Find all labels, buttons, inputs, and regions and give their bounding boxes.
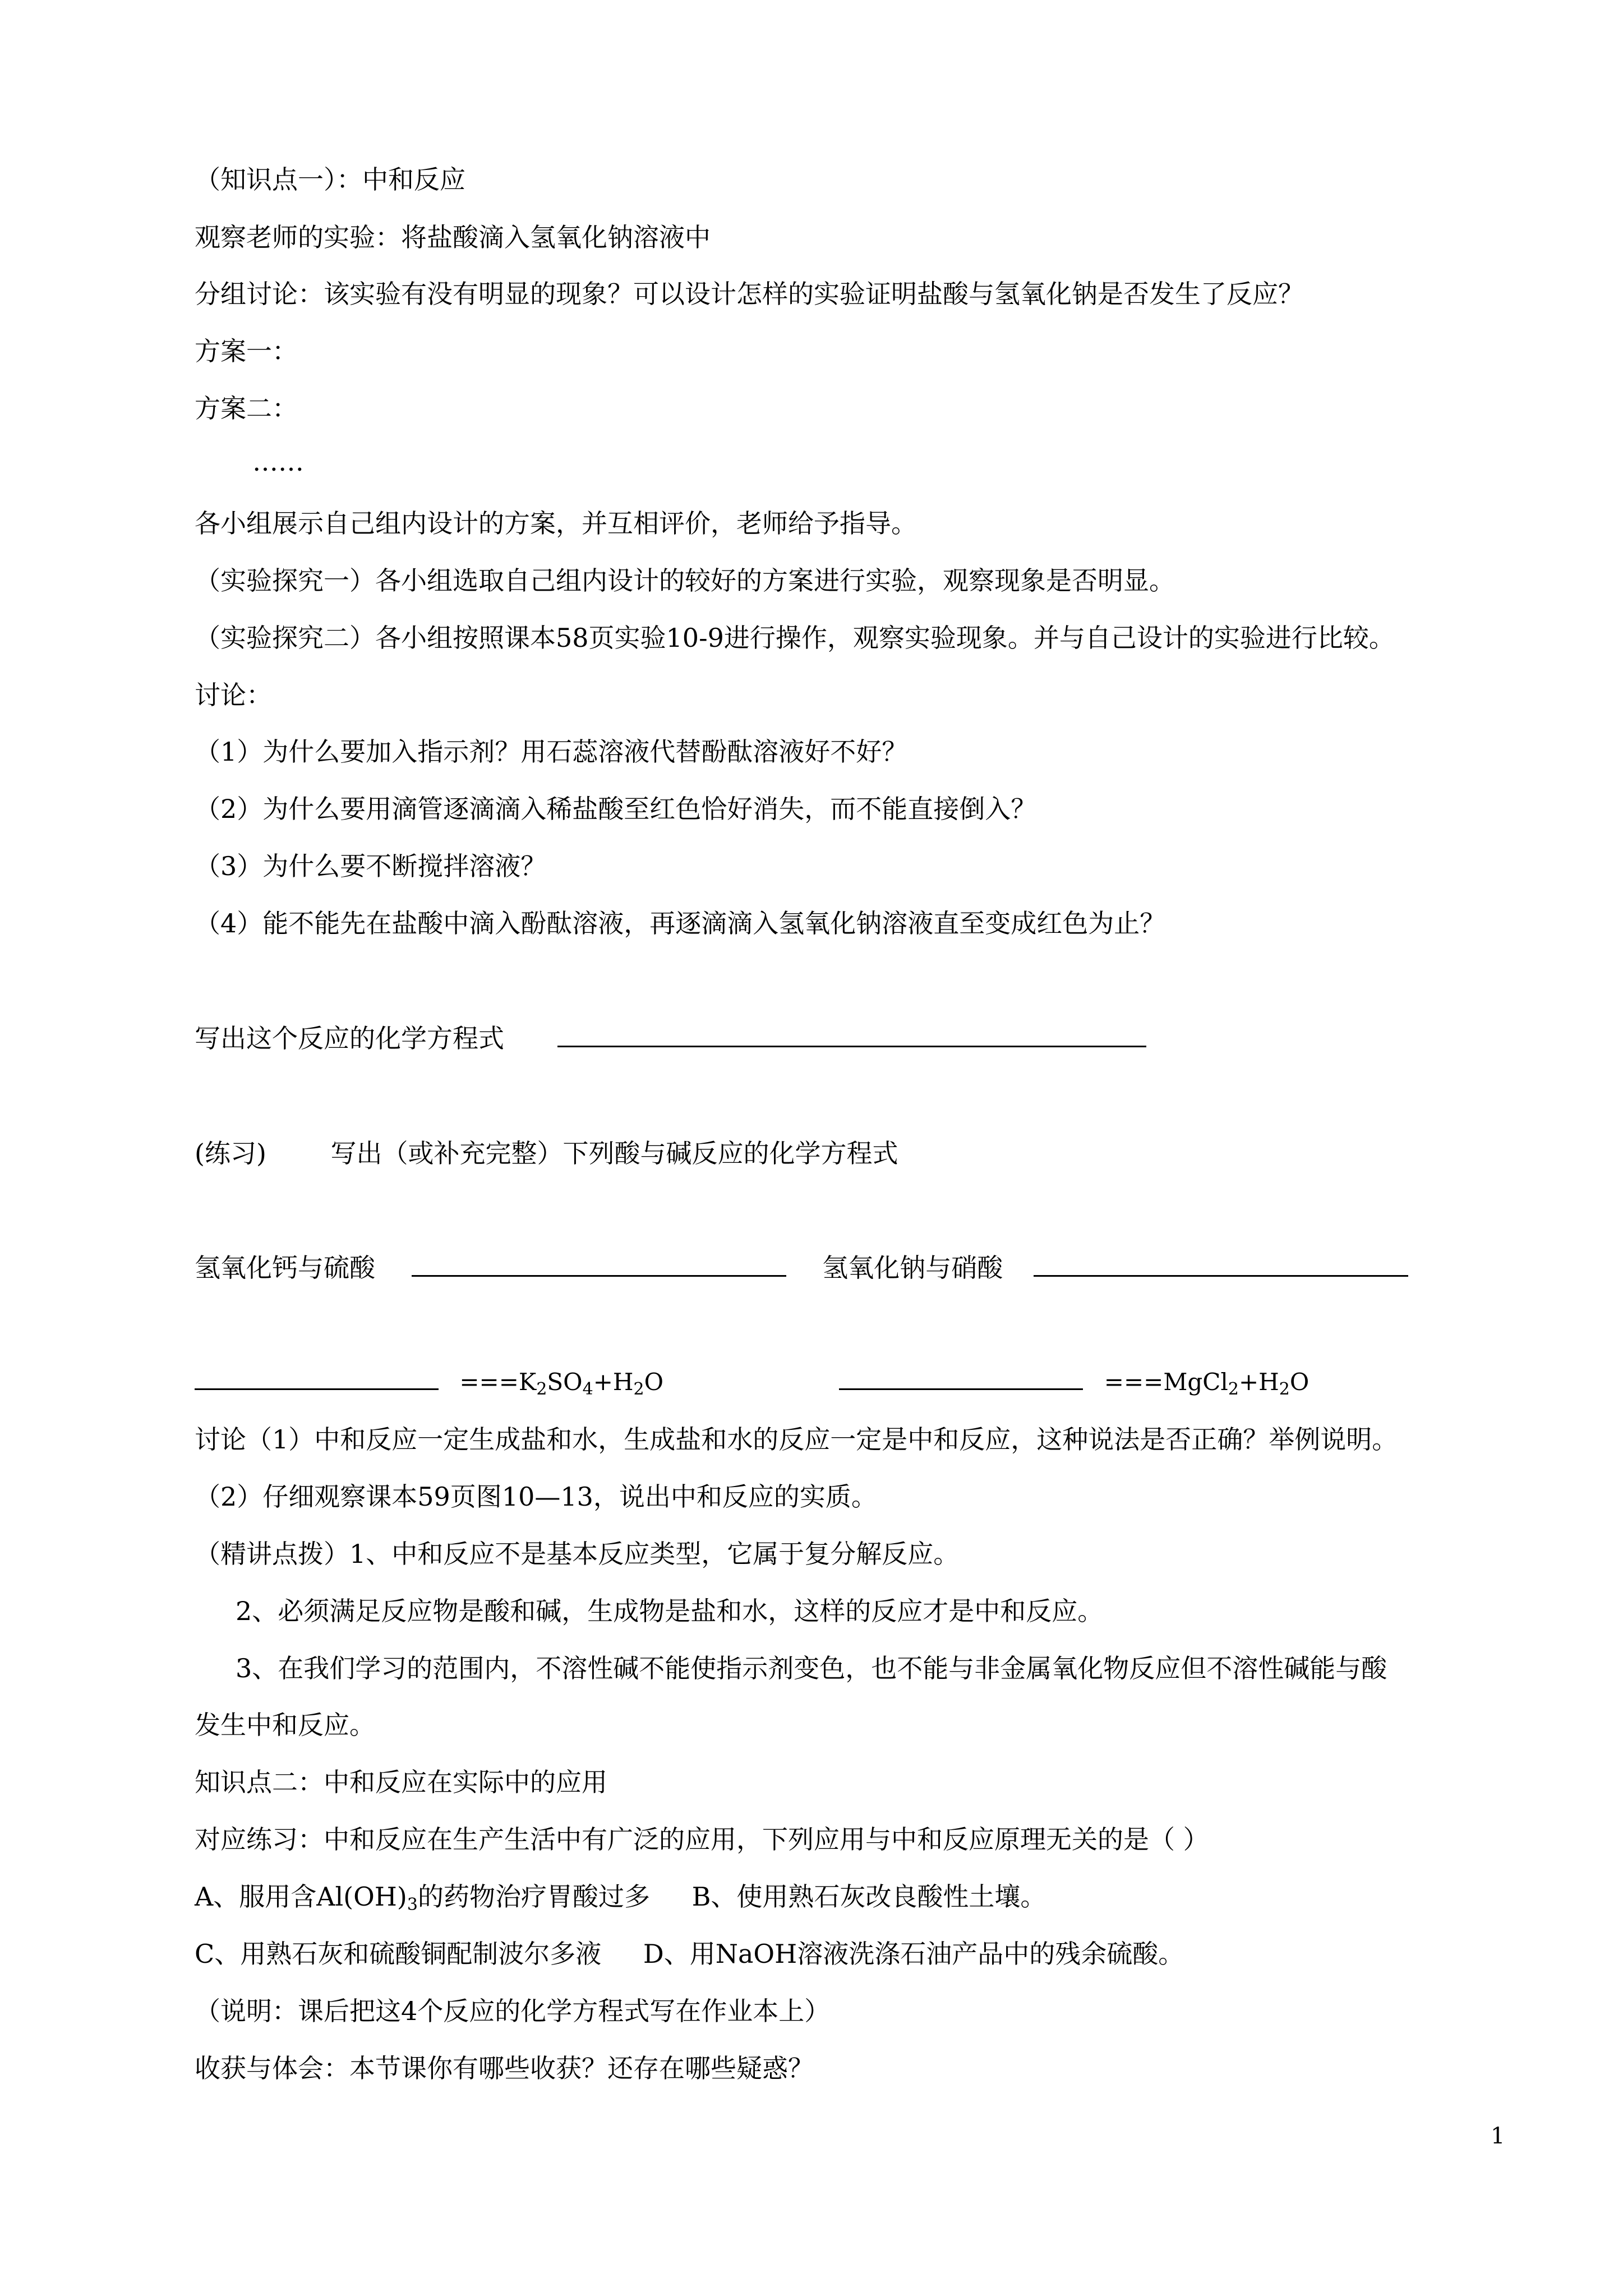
options-cd bbox=[195, 1938, 1184, 1970]
ca-h2so4-label: 氢氧化钙与硫酸 bbox=[195, 1253, 375, 1283]
question-4: （4）能不能先在盐酸中滴入酚酞溶液，再逐滴滴入氢氧化钠溶液直至变成红色为止？ bbox=[195, 908, 1166, 938]
practice-tag: (练习) bbox=[195, 1138, 266, 1168]
key-point-3: 3、在我们学习的范围内，不溶性碱不能使指示剂变色，也不能与非金属氧化物反应但不溶性碱能与酸 bbox=[236, 1653, 1387, 1683]
observe-text: 观察老师的实验：将盐酸滴入氢氧化钠溶液中 bbox=[195, 222, 711, 252]
key-point-3-cont: 发生中和反应。 bbox=[195, 1710, 375, 1740]
naoh-hno3-blank[interactable] bbox=[1034, 1253, 1408, 1277]
question-2: （2）为什么要用滴管逐滴滴入稀盐酸至红色恰好消失，而不能直接倒入？ bbox=[195, 794, 1037, 824]
knowledge-point-1-title: （知识点一）：中和反应 bbox=[195, 164, 465, 195]
question-3: （3）为什么要不断搅拌溶液？ bbox=[195, 851, 547, 881]
k2so4-reactants-blank[interactable] bbox=[195, 1366, 439, 1390]
options-ab bbox=[195, 1881, 1046, 1915]
option-a: A、服用含$Al(OH)_3$的药物治疗胃酸过多 bbox=[195, 1881, 650, 1915]
naoh-hno3-label: 氢氧化钠与硝酸 bbox=[822, 1253, 1003, 1283]
option-c: C、用熟石灰和硫酸铜配制波尔多液 bbox=[195, 1939, 602, 1969]
discussion-2: （2）仔细观察课本59页图10—13，说出中和反应的实质。 bbox=[195, 1481, 877, 1512]
question-1: （1）为什么要加入指示剂？用石蕊溶液代替酚酞溶液好不好？ bbox=[195, 737, 908, 767]
write-equation-label: 写出这个反应的化学方程式 bbox=[195, 1023, 504, 1053]
mgcl2-reactants-blank[interactable] bbox=[839, 1366, 1083, 1390]
ellipsis: …… bbox=[252, 447, 304, 477]
practice-line bbox=[195, 1138, 898, 1169]
mgcl2-equation: $===MgCl_2+H_2O$ bbox=[1104, 1368, 1310, 1399]
experiment-2: （实验探究二）各小组按照课本58页实验10-9进行操作，观察实验现象。并与自己设计的实验进行比较。 bbox=[195, 623, 1395, 653]
knowledge-point-2-title: 知识点二：中和反应在实际中的应用 bbox=[195, 1767, 607, 1797]
key-point-1: （精讲点拨）1、中和反应不是基本反应类型，它属于复分解反应。 bbox=[195, 1539, 960, 1569]
key-point-2: 2、必须满足反应物是酸和碱，生成物是盐和水，这样的反应才是中和反应。 bbox=[236, 1596, 1104, 1626]
write-equation-line bbox=[195, 1023, 1146, 1054]
ca-h2so4-blank[interactable] bbox=[412, 1253, 786, 1277]
answer-blank[interactable] bbox=[557, 1023, 1146, 1047]
harvest-text: 收获与体会：本节课你有哪些收获？还存在哪些疑惑？ bbox=[195, 2053, 814, 2083]
plan-two: 方案二： bbox=[195, 393, 298, 424]
plan-one: 方案一： bbox=[195, 336, 298, 366]
discussion-1: 讨论（1）中和反应一定生成盐和水，生成盐和水的反应一定是中和反应，这种说法是否正确？举例说明。 bbox=[195, 1424, 1398, 1455]
equation-completion-line bbox=[195, 1366, 1309, 1398]
exercise-question: 对应练习：中和反应在生产生活中有广泛的应用，下列应用与中和反应原理无关的是（ ） bbox=[195, 1824, 1209, 1855]
option-d: D、用NaOH溶液洗涤石油产品中的残余硫酸。 bbox=[643, 1939, 1184, 1969]
group-discussion: 分组讨论：该实验有没有明显的现象？可以设计怎样的实验证明盐酸与氢氧化钠是否发生了反应？ bbox=[195, 279, 1304, 309]
experiment-1: （实验探究一）各小组选取自己组内设计的较好的方案进行实验，观察现象是否明显。 bbox=[195, 565, 1175, 596]
discussion-label: 讨论： bbox=[195, 680, 272, 710]
page-number: 1 bbox=[1491, 2123, 1505, 2149]
practice-text: 写出（或补充完整）下列酸与碱反应的化学方程式 bbox=[330, 1138, 898, 1168]
group-show: 各小组展示自己组内设计的方案，并互相评价，老师给予指导。 bbox=[195, 508, 917, 539]
option-b: B、使用熟石灰改良酸性土壤。 bbox=[691, 1881, 1046, 1912]
k2so4-equation: $===K_2SO_4+H_2O$ bbox=[459, 1368, 664, 1399]
reaction-blanks-line bbox=[195, 1252, 1408, 1283]
note-text: （说明：课后把这4个反应的化学方程式写在作业本上） bbox=[195, 1996, 831, 2026]
